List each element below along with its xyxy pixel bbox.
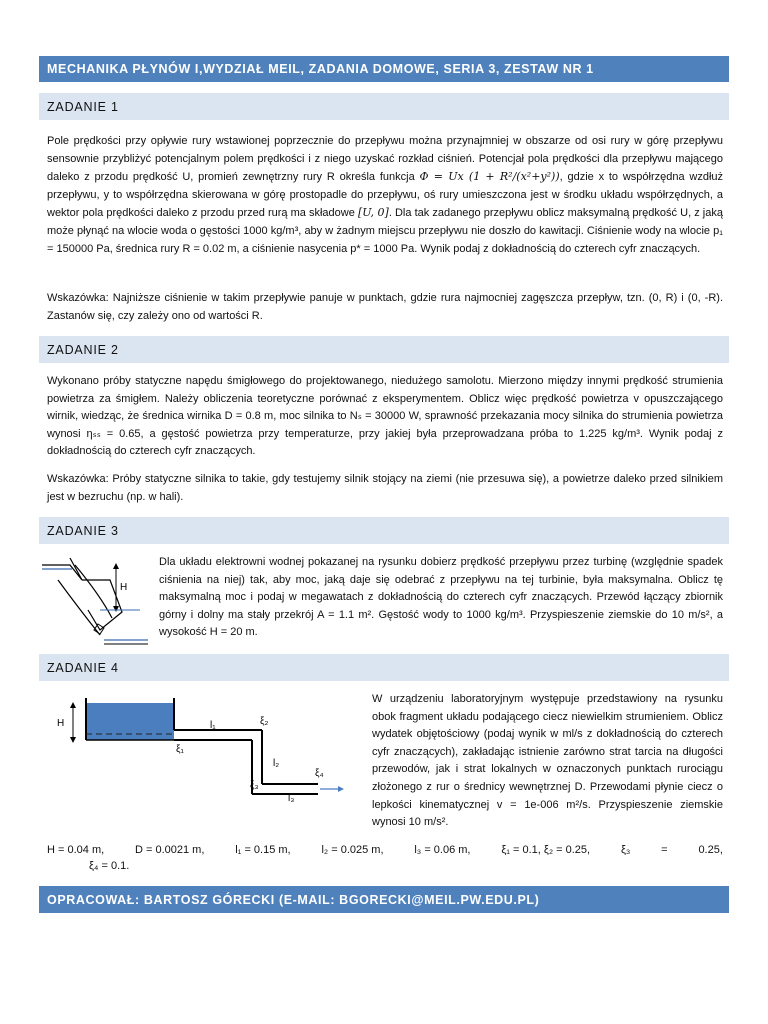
parameters-line-1 — [47, 842, 723, 858]
section-title: ZADANIE 2 — [47, 342, 119, 357]
z3-paragraph: Dla układu elektrowni wodnej pokazanej na rysunku dobierz prędkość przepływu przez turbinę (względnie spadek ciśnienia na niej) tak, aby moc, jaką daje się odebrać z przepływu na tej turbinie, była maksymalna. Oblicz tę maksymalną moc i podaj w megawatach z dokładnością do czterech cyfr znaczących. Przewód łączący zbiornik górny i dolny ma stały przekrój A = 1.1 m². Gęstość wody to 1000 kg/m³. Przyspieszenie ziemskie do 10 m/s², a wysokość H = 20 m. — [159, 556, 723, 639]
z2-paragraph: Wykonano próby statyczne napędu śmigłowego do projektowanego, niedużego samolotu. Mierzono między innymi prędkość strumienia powietrza za śmigłem. Należy obliczenia teoretyczne porównać z eksperymentem. Oblicz więc prędkość powietrza v opuszczającego wirnik, wiedząc, że średnica wirnika D = 0.8 m, moc silnika to Nₛ = 30000 W, sprawność przekazania mocy silnika do strumienia powietrza wynosi ηₛₛ = 0.65, a gęstość powietrza przy temperaturze, przy jakiej była przeprowadzana próba to 1.225 kg/m³. Wynik podaj z dokładnością do czterech cyfr znaczących. — [47, 375, 723, 458]
figure-label-h: H — [57, 718, 65, 729]
section-title: ZADANIE 1 — [47, 99, 119, 114]
param-h: H = 0.04 m, — [47, 844, 105, 856]
z1-vector: [U, 0] — [357, 206, 389, 220]
parameters-line-2: ξ₄ = 0.1. — [89, 860, 130, 872]
section-title: ZADANIE 4 — [47, 660, 119, 675]
label-l2: l₂ — [273, 758, 280, 769]
header-title: MECHANIKA PŁYNÓW I,WYDZIAŁ MEIL, ZADANIA DOMOWE, SERIA 3, ZESTAW NR 1 — [47, 62, 594, 76]
param-xi3-value: 0.25, — [698, 844, 723, 856]
section-header-z2 — [39, 336, 729, 363]
label-xi3: ξ₃ — [250, 780, 259, 791]
z2-hint: Wskazówka: Próby statyczne silnika to takie, gdy testujemy silnik stojący na ziemi (nie przesuwa się), a powietrze daleko przed silnikiem jest w bezruchu (np. w hali). — [47, 473, 723, 503]
section-header-z1 — [39, 93, 729, 120]
footer-text: OPRACOWAŁ: BARTOSZ GÓRECKI (E-MAIL: BGORECKI@MEIL.PW.EDU.PL) — [47, 892, 540, 907]
section-title: ZADANIE 3 — [47, 523, 119, 538]
z1-hint: Wskazówka: Najniższe ciśnienie w takim przepływie panuje w punktach, gdzie rura najmocniej zagęszcza przepływ, tzn. (0, R) i (0, -R). Zastanów się, czy zależy ono od wartości R. — [47, 292, 723, 322]
z1-paragraph — [47, 133, 723, 258]
z1-text-a: Pole prędkości przy opływie rury wstawionej poprzecznie do przepływu można przynajmniej w obszarze od osi rury w górę przepływu sensownie przybliżyć potencjalnym polem prędkości i z niego uzyskać rozkład ciśnień. Potencjał pola prędkości dla przepływu mającego daleko z przodu prędkość U, promień zewnętrzny rury R określa funkcja — [47, 135, 723, 184]
label-xi1: ξ₁ — [176, 744, 184, 755]
document-footer — [39, 886, 729, 913]
z4-parameters — [47, 842, 723, 874]
section-header-z4 — [39, 654, 729, 681]
section-header-z3 — [39, 517, 729, 544]
param-l1: l₁ = 0.15 m, — [235, 844, 291, 856]
param-l3: l₃ = 0.06 m, — [414, 844, 471, 856]
pipe-system-figure — [40, 690, 360, 815]
z1-text-c: . Dla tak zadanego przepływu oblicz maksymalną prędkość U, z jaką może płynąć na wlocie woda o gęstości 1000 kg/m³, aby w żadnym miejscu przepływu nie doszło do kawitacji. Ciśnienie wody na wlocie p₁ = 150000 Pa, średnica rury R = 0.02 m, a ciśnienie nasycenia p* = 1000 Pa. Wynik podaj z dokładnością do czterech cyfr znaczących. — [47, 207, 723, 255]
z4-paragraph: W urządzeniu laboratoryjnym występuje przedstawiony na rysunku obok fragment układu podającego ciecz niewielkim strumieniem. Oblicz wydatek objętościowy (podaj wynik w ml/s z dokładnością do czterech cyfr znaczących), zakładając istnienie zarówno strat tarcia na długości przewodów, jak i strat lokalnych w oznaczonych punktach rurociągu złożonego z rur o średnicy wewnętrznej D. Przewodami płynie ciecz o lepkości kinematycznej v = 1e-006 m²/s. Przyspieszenie ziemskie wynosi 10 m/s². — [372, 693, 723, 829]
label-xi2: ξ₂ — [260, 716, 269, 727]
z1-formula: Φ = Ux (1 + R²/(x²+y²)) — [419, 170, 560, 184]
label-l1: l₁ — [210, 720, 216, 731]
label-l3: l₃ — [288, 793, 295, 804]
label-xi4: ξ₄ — [315, 768, 324, 779]
param-l2: l₂ = 0.025 m, — [321, 844, 384, 856]
hydro-plant-figure — [40, 550, 150, 650]
param-equals: = — [661, 844, 668, 856]
param-d: D = 0.0021 m, — [135, 844, 205, 856]
param-xi3: ξ₃ — [620, 844, 631, 856]
figure-label-h: H — [120, 582, 128, 593]
document-header — [39, 56, 729, 82]
z1-text-b: , gdzie x to współrzędna wzdłuż przepływu, y to współrzędna skierowana w górę prostopadle do przepływu, oś rury umieszczona jest w środku układu współrzędnych, a wektor pola prędkości daleko z przodu przed rurą ma składowe — [47, 171, 723, 220]
param-xi12: ξ₁ = 0.1, ξ₂ = 0.25, — [501, 844, 591, 856]
